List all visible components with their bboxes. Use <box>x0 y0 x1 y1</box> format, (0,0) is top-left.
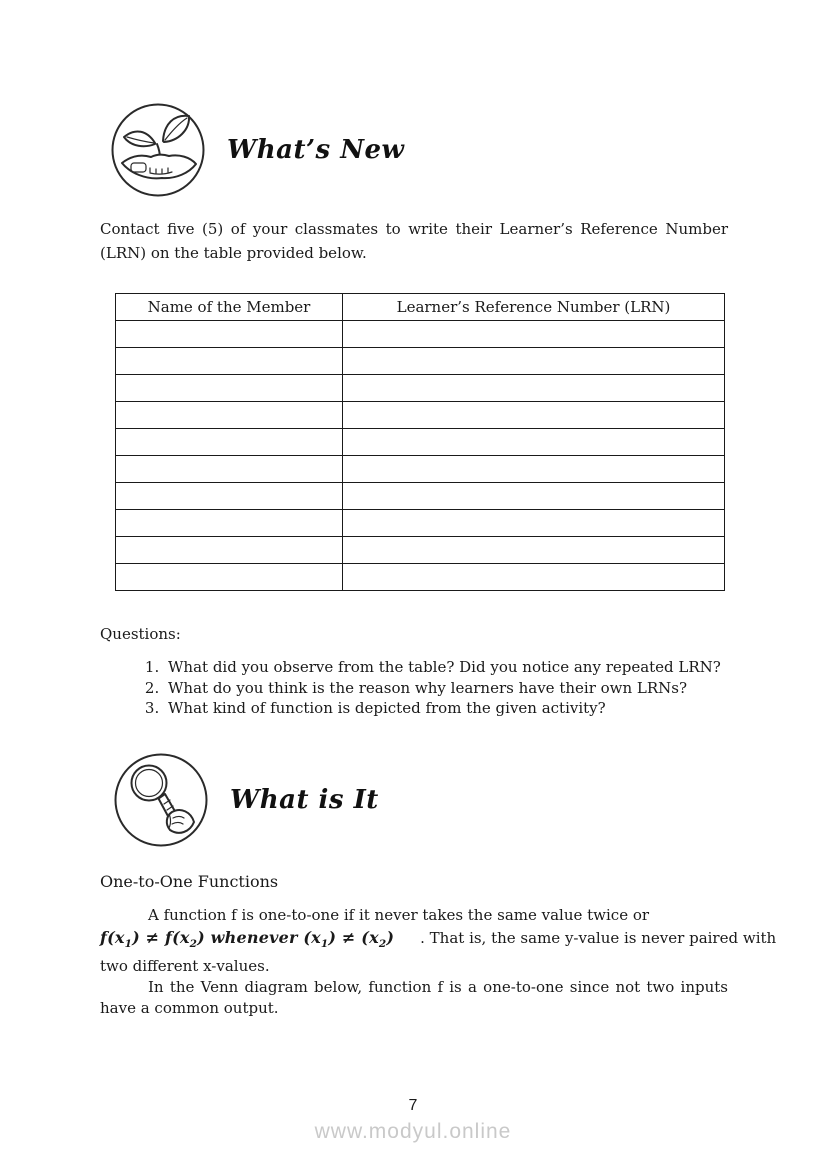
lrn-table-empty-cell <box>116 429 343 456</box>
questions-label: Questions: <box>100 625 181 643</box>
lrn-table-row <box>116 537 725 564</box>
lrn-table-empty-cell <box>343 321 725 348</box>
lrn-table-row <box>116 483 725 510</box>
lrn-table-empty-cell <box>343 348 725 375</box>
lrn-table-row <box>116 564 725 591</box>
lrn-table-empty-cell <box>343 402 725 429</box>
what-is-it-header <box>113 752 379 848</box>
one-to-one-definition-line3: two different x-values. <box>100 957 270 976</box>
what-is-it-heading: What is It <box>230 785 379 815</box>
lrn-table-empty-cell <box>116 375 343 402</box>
lrn-table-empty-cell <box>116 564 343 591</box>
lrn-table-empty-cell <box>343 456 725 483</box>
one-to-one-definition-line2 <box>100 926 777 956</box>
lrn-table-row <box>116 510 725 537</box>
lrn-table-empty-cell <box>116 348 343 375</box>
lrn-table-empty-cell <box>116 537 343 564</box>
one-to-one-formula: $f(x_1) \ne f(x_2)$ whenever $(x_1) \ne (x_2)$ <box>100 928 395 951</box>
page-number: 7 <box>408 1097 418 1114</box>
lrn-table-head <box>116 294 725 321</box>
questions-list <box>100 657 728 719</box>
lrn-table-header-row <box>116 294 725 321</box>
one-to-one-functions-title: One-to-One Functions <box>100 872 279 891</box>
table-header-member-name: Name of the Member <box>116 294 343 321</box>
whats-new-header <box>110 102 404 198</box>
lrn-table-empty-cell <box>343 510 725 537</box>
lrn-table-row <box>116 456 725 483</box>
question-item: 1. What did you observe from the table? Did you notice any repeated LRN? <box>164 657 728 678</box>
watermark: www.modyul.online <box>314 1120 512 1143</box>
lrn-table-empty-cell <box>116 510 343 537</box>
lrn-table-row <box>116 321 725 348</box>
intro-paragraph: Contact five (5) of your classmates to write their Learner’s Reference Number (LRN) on the table provided below. <box>100 220 728 262</box>
lrn-table-empty-cell <box>343 564 725 591</box>
lrn-table-row <box>116 348 725 375</box>
question-item: 3. What kind of function is depicted from the given activity? <box>164 698 728 719</box>
one-to-one-definition-line1: A function f is one-to-one if it never takes the same value twice or <box>148 906 650 924</box>
magnifying-glass-hand-icon <box>113 752 209 848</box>
hand-holding-sprout-icon <box>110 102 206 198</box>
lrn-table <box>115 293 725 591</box>
lrn-table-body <box>116 321 725 591</box>
what-is-it-body <box>100 872 777 1019</box>
whats-new-heading: What’s New <box>227 135 405 165</box>
lrn-table-empty-cell <box>116 402 343 429</box>
one-to-one-definition-continuation: . That is, the same y-value is never paired with <box>420 929 777 947</box>
lrn-table-row <box>116 375 725 402</box>
venn-diagram-paragraph: In the Venn diagram below, function f is a one-to-one since not two inputs have a common output. <box>100 978 728 1018</box>
lrn-table-empty-cell <box>116 483 343 510</box>
lrn-table-empty-cell <box>343 537 725 564</box>
lrn-table-empty-cell <box>343 429 725 456</box>
lrn-table-row <box>116 402 725 429</box>
lrn-table-empty-cell <box>116 456 343 483</box>
question-item: 2. What do you think is the reason why learners have their own LRNs? <box>164 678 728 699</box>
questions-section <box>100 624 728 719</box>
lrn-table-empty-cell <box>343 483 725 510</box>
lrn-table-row <box>116 429 725 456</box>
table-header-lrn: Learner’s Reference Number (LRN) <box>343 294 725 321</box>
lrn-table-empty-cell <box>116 321 343 348</box>
lrn-table-empty-cell <box>343 375 725 402</box>
